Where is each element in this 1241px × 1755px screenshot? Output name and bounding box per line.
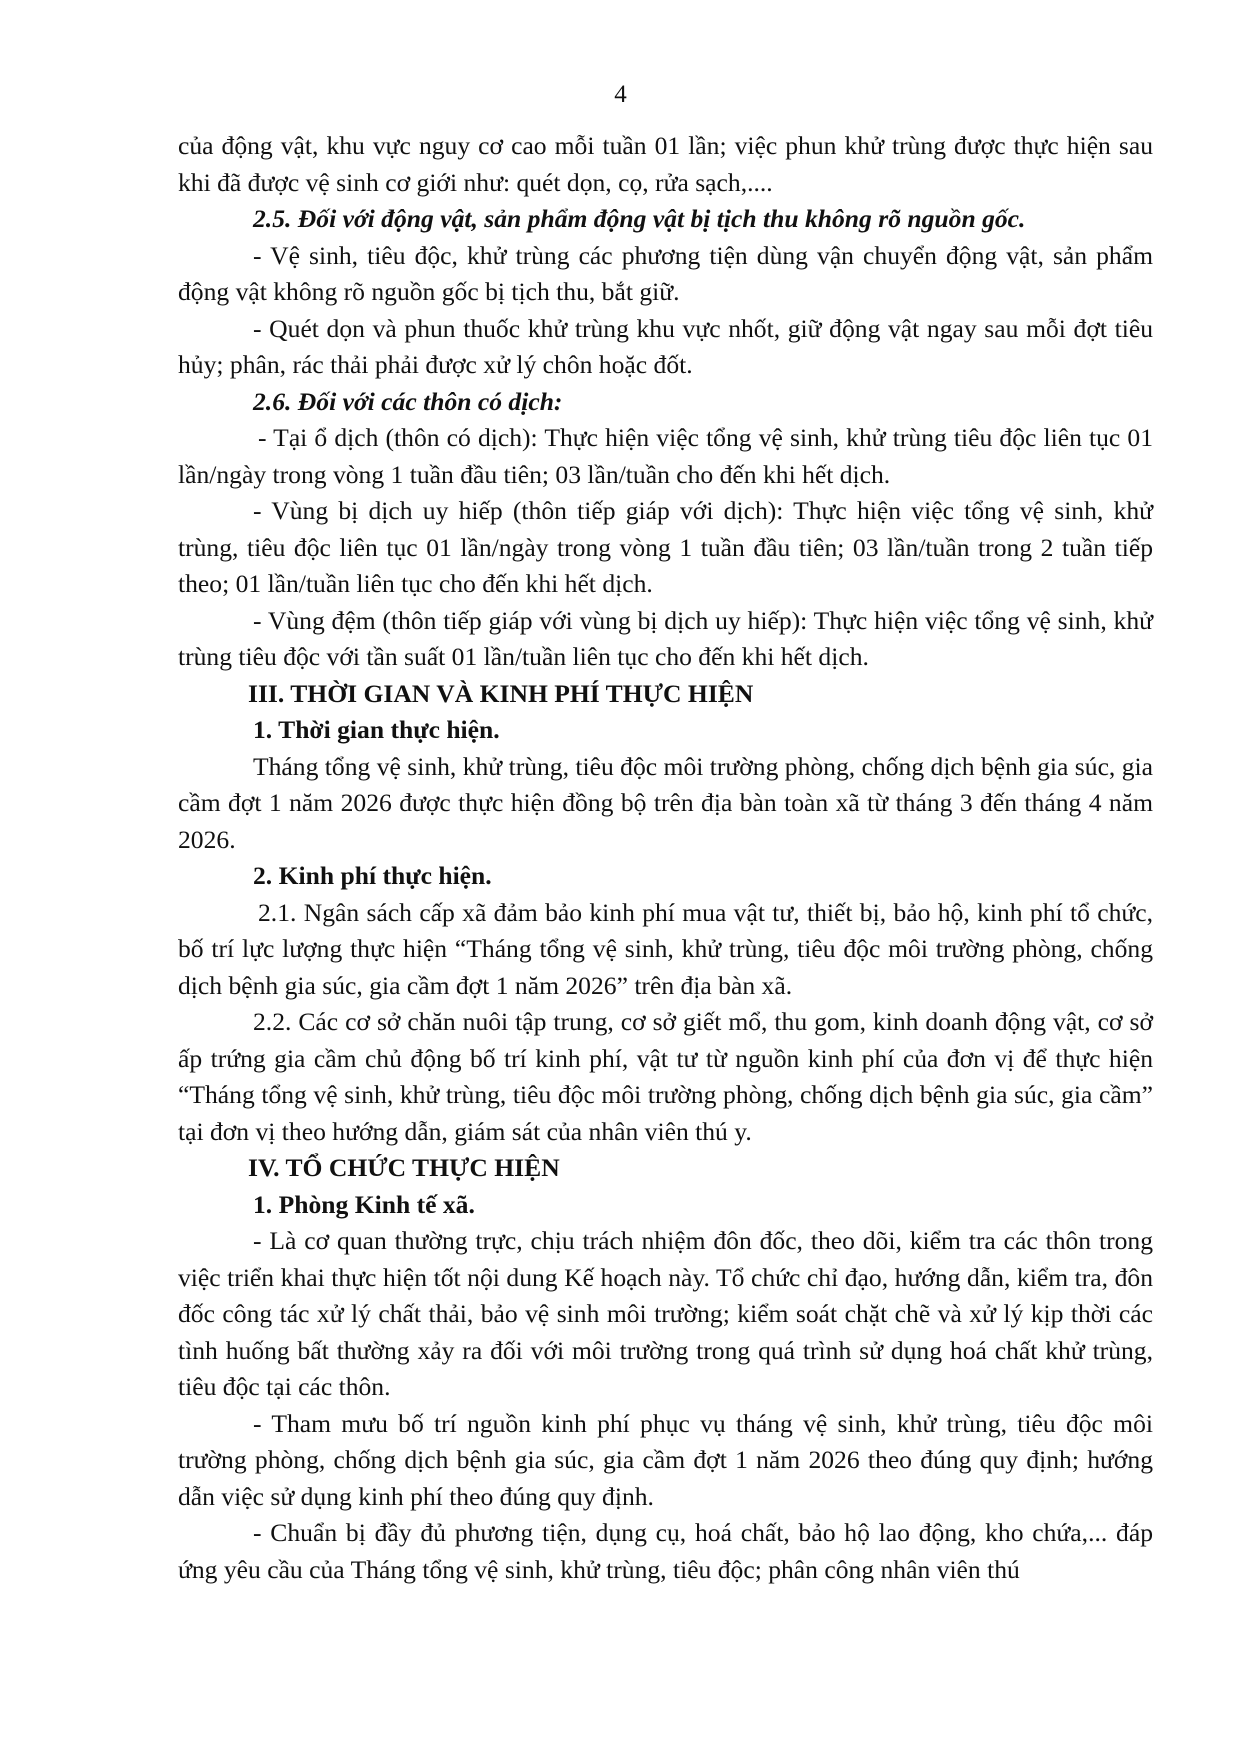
paragraph-item: - Tại ổ dịch (thôn có dịch): Thực hiện việc tổng vệ sinh, khử trùng tiêu độc liên tục 01 lần/ngày trong vòng 1 tuần đầu tiên; 03 lần/tuần cho đến khi hết dịch. [178, 423, 1153, 489]
paragraph-item: - Tham mưu bố trí nguồn kinh phí phục vụ tháng vệ sinh, khử trùng, tiêu độc môi trường phòng, chống dịch bệnh gia súc, gia cầm đợt 1 năm 2026 theo đúng quy định; hướng dẫn việc sử dụng kinh phí theo đúng quy định. [178, 1408, 1153, 1511]
paragraph-item: - Vùng đệm (thôn tiếp giáp với vùng bị dịch uy hiếp): Thực hiện việc tổng vệ sinh, khử trùng tiêu độc với tần suất 01 lần/tuần liên tục cho đến khi hết dịch. [178, 605, 1153, 671]
paragraph-item: - Quét dọn và phun thuốc khử trùng khu vực nhốt, giữ động vật ngay sau mỗi đợt tiêu hủy; phân, rác thải phải được xử lý chôn hoặc đốt. [178, 313, 1153, 379]
paragraph-continued: của động vật, khu vực nguy cơ cao mỗi tuần 01 lần; việc phun khử trùng được thực hiện sau khi đã được vệ sinh cơ giới như: quét dọn, cọ, rửa sạch,.... [178, 131, 1153, 197]
heading-funding: 2. Kinh phí thực hiện. [253, 861, 492, 890]
heading-2-6: 2.6. Đối với các thôn có dịch: [253, 386, 563, 416]
heading-section-iv: IV. TỔ CHỨC THỰC HIỆN [248, 1153, 560, 1182]
heading-2-5: 2.5. Đối với động vật, sản phẩm động vật bị tịch thu không rõ nguồn gốc. [253, 204, 1026, 233]
heading-section-iii: III. THỜI GIAN VÀ KINH PHÍ THỰC HIỆN [248, 678, 754, 708]
heading-time: 1. Thời gian thực hiện. [253, 715, 500, 744]
paragraph-item: - Vệ sinh, tiêu độc, khử trùng các phương tiện dùng vận chuyển động vật, sản phẩm động vật không rõ nguồn gốc bị tịch thu, bắt giữ. [178, 240, 1153, 306]
paragraph-item: 2.2. Các cơ sở chăn nuôi tập trung, cơ sở giết mổ, thu gom, kinh doanh động vật, cơ sở ấp trứng gia cầm chủ động bố trí kinh phí, vật tư từ nguồn kinh phí của đơn vị để thực hiện “Tháng tổng vệ sinh, khử trùng, tiêu độc môi trường phòng, chống dịch bệnh gia súc, gia cầm” tại đơn vị theo hướng dẫn, giám sát của nhân viên thú y. [178, 1007, 1153, 1146]
document-body [178, 128, 1153, 1588]
page-number: 4 [614, 81, 627, 108]
paragraph-item: 2.1. Ngân sách cấp xã đảm bảo kinh phí mua vật tư, thiết bị, bảo hộ, kinh phí tổ chức, bố trí lực lượng thực hiện “Tháng tổng vệ sinh, khử trùng, tiêu độc môi trường phòng, chống dịch bệnh gia súc, gia cầm đợt 1 năm 2026” trên địa bàn xã. [178, 897, 1153, 1000]
paragraph-item: Tháng tổng vệ sinh, khử trùng, tiêu độc môi trường phòng, chống dịch bệnh gia súc, gia cầm đợt 1 năm 2026 được thực hiện đồng bộ trên địa bàn toàn xã từ tháng 3 đến tháng 4 năm 2026. [178, 751, 1153, 854]
paragraph-item: - Là cơ quan thường trực, chịu trách nhiệm đôn đốc, theo dõi, kiểm tra các thôn trong việc triển khai thực hiện tốt nội dung Kế hoạch này. Tổ chức chỉ đạo, hướng dẫn, kiểm tra, đôn đốc công tác xử lý chất thải, bảo vệ sinh môi trường; kiểm soát chặt chẽ và xử lý kịp thời các tình huống bất thường xảy ra đối với môi trường trong quá trình sử dụng hoá chất khử trùng, tiêu độc tại các thôn. [178, 1226, 1153, 1401]
heading-economic-dept: 1. Phòng Kinh tế xã. [253, 1189, 475, 1219]
paragraph-item: - Vùng bị dịch uy hiếp (thôn tiếp giáp với dịch): Thực hiện việc tổng vệ sinh, khử trùng, tiêu độc liên tục 01 lần/ngày trong vòng 1 tuần đầu tiên; 03 lần/tuần trong 2 tuần tiếp theo; 01 lần/tuần liên tục cho đến khi hết dịch. [178, 496, 1153, 598]
paragraph-item: - Chuẩn bị đầy đủ phương tiện, dụng cụ, hoá chất, bảo hộ lao động, kho chứa,... đáp ứng yêu cầu của Tháng tổng vệ sinh, khử trùng, tiêu độc; phân công nhân viên thú [178, 1518, 1153, 1584]
